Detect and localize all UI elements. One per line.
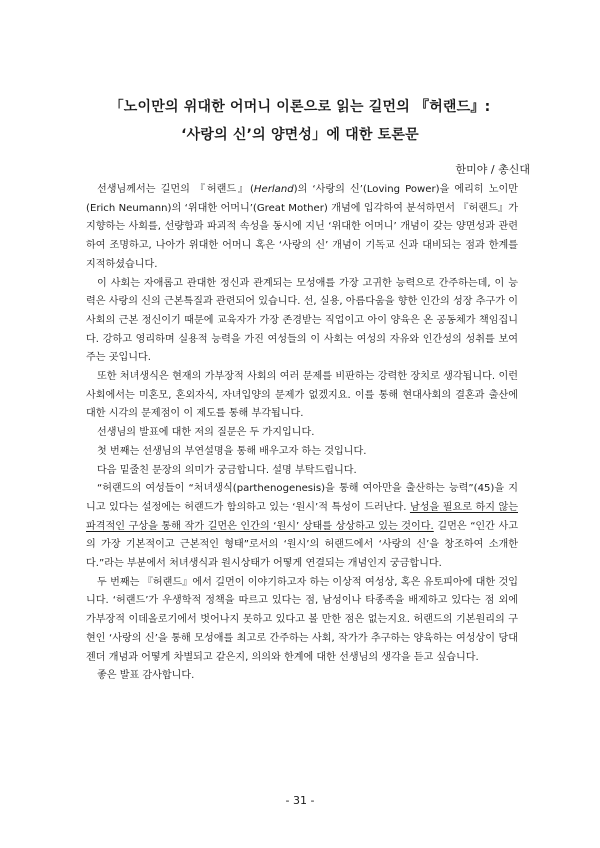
paragraph-quote (86, 480, 518, 574)
paragraph-questions-intro: 선생님의 발표에 대한 저의 질문은 두 가지입니다. (97, 427, 315, 439)
paragraph-intro (86, 181, 518, 275)
herland-italic: Herland (253, 184, 294, 195)
document-title-line2: ‘사랑의 신’의 양면성」에 대한 토론문 (181, 127, 419, 143)
page-number: - 31 - (285, 794, 315, 807)
author-affiliation: 한미야 / 총신대 (455, 163, 530, 176)
intro-text-part1: 선생님께서는 길먼의 『허랜드』( (97, 184, 254, 195)
paragraph-parthenogenesis: 또한 처녀생식은 현재의 가부장적 사회의 여러 문제를 비판하는 강력한 장치로 생각됩니다. 이런 사회에서는 미혼모, 혼외자식, 자녀입양의 문제가 없겠지요. 이를 통해 현대사회의 결혼과 출산에 대한 시각의 문제점이 이 제도를 통해 부각됩니다. (86, 371, 518, 420)
quote-after: 길먼은 “인간 사고의 가장 기본적이고 근본적인 형태”로서의 ‘원시’의 허랜드에서 ‘사랑의 신’을 창조하여 소개한다.”라는 부분에서 처녀생식과 원시상태가 어떻게 연결되는 개념인지 궁금합니다. (86, 520, 519, 570)
quote-before: “허랜드의 여성들이 “처녀생식(parthenogenesis)을 통해 여아만을 출산하는 능력”(45)을 지니고 있다는 설정에는 허랜드가 함의하고 있는 ‘원시’적 특성이 드러난다. (86, 483, 518, 513)
paragraph-first-question: 첫 번째는 선생님의 부연설명을 통해 배우고자 하는 것입니다. (97, 445, 367, 457)
document-title-line1: 「노이만의 위대한 어머니 이론으로 읽는 길먼의 『허랜드』: (109, 99, 491, 115)
paragraph-second-question: 두 번째는 『허랜드』에서 길먼이 이야기하고자 하는 이상적 여성상, 혹은 유토피아에 대한 것입니다. ‘허랜드’가 우생학적 정책을 따르고 있다는 점, 남성이나 타종족을 배제하고 있다는 점 외에 가부장적 이데올로기에서 벗어나지 못하고 있다고 볼 만한 점은 없는지요. 허랜드의 기본원리의 구현인 ‘사랑의 신’을 통해 모성애를 최고로 간주하는 사회, 작가가 추구하는 양육하는 여성상이 당대 젠더 개념과 어떻게 차별되고 같은지, 의의와 한계에 대한 선생님의 생각을 듣고 싶습니다. (86, 576, 518, 663)
paragraph-society: 이 사회는 자애롭고 관대한 정신과 관계되는 모성애를 가장 고귀한 능력으로 간주하는데, 이 능력은 사랑의 신의 근본특질과 관련되어 있습니다. 선, 실용, 아름다움을 향한 인간의 성장 추구가 이 사회의 근본 정신이기 때문에 교육자가 가장 존경받는 직업이고 아이 양육은 온 공동체가 책임집니다. 강하고 영리하며 실용적 능력을 가진 여성들의 이 사회는 여성의 자유와 인간성의 성취를 보여주는 곳입니다. (86, 277, 518, 364)
paragraph-closing: 좋은 발표 감사합니다. (97, 670, 195, 682)
underlined-sentence: 남성을 필요로 하지 않는 파격적인 구상을 통해 작가 길먼은 인간의 ‘원시’ 상태를 상상하고 있는 것이다. (86, 501, 518, 532)
paragraph-underline-request: 다음 밑줄친 문장의 의미가 궁금합니다. 설명 부탁드립니다. (97, 464, 357, 476)
intro-text-part2: )의 ‘사랑의 신’(Loving Power)을 에리히 노이만 (Erich Neumann)의 ‘위대한 어머니’(Great Mother) 개념에 입각하여 분석하면서 『허랜드』가 지향하는 사회를, 선량함과 파괴적 속성을 동시에 지닌 ‘위대한 어머니’ 개념이 갖는 양면성과 관련하여 조명하고, 나아가 위대한 어머니 혹은 ‘사랑의 신’ 개념이 기독교 신과 대비되는 점과 한계를 지적하셨습니다. (86, 184, 518, 270)
document-body (86, 181, 518, 686)
